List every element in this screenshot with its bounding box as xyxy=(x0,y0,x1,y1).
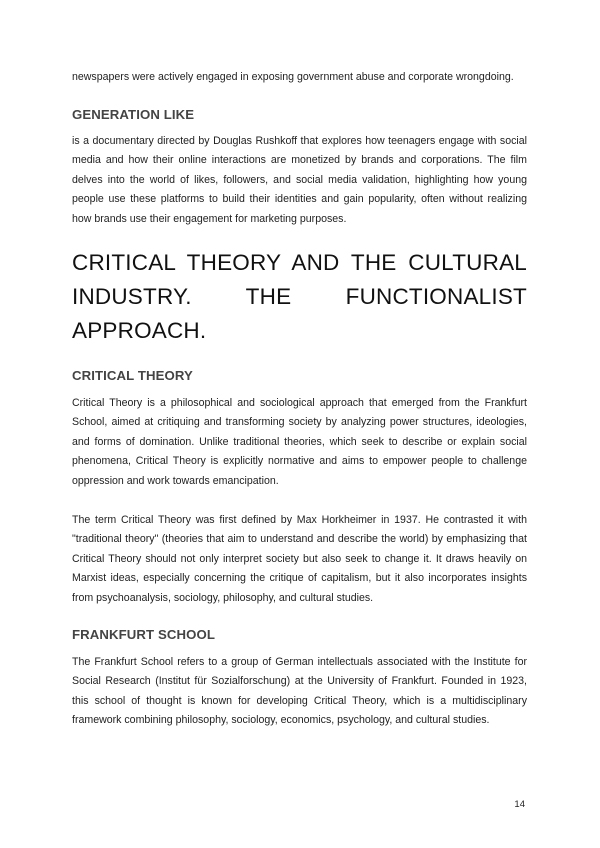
generation-like-paragraph: is a documentary directed by Douglas Rushkoff that explores how teenagers engage with social media and how their online interactions are monetized by brands and corporations. The film delves into the world of likes, followers, and social media validation, highlighting how young people use these platforms to build their identities and gain popularity, often without realizing how brands use their engagement for marketing purposes. xyxy=(72,134,527,225)
section-heading-frankfurt-school: FRANKFURT SCHOOL xyxy=(72,626,215,642)
chapter-title: CRITICAL THEORY AND THE CULTURAL INDUSTRY. THE FUNCTIONALIST APPROACH. xyxy=(72,249,527,343)
section-heading-generation-like: GENERATION LIKE xyxy=(72,106,195,122)
section-heading-critical-theory: CRITICAL THEORY xyxy=(72,367,193,383)
critical-theory-paragraph-1: Critical Theory is a philosophical and sociological approach that emerged from the Frankfurt School, aimed at critiquing and transforming society by analyzing power structures, ideologies, and forms of domination. Unlike traditional theories, which seek to describe or explain social phenomena, Critical Theory is explicitly normative and aims to empower people to challenge oppression and work towards emancipation. xyxy=(72,396,527,487)
document-page xyxy=(72,68,527,731)
page-number: 14 xyxy=(514,799,525,810)
critical-theory-paragraph-2: The term Critical Theory was first defined by Max Horkheimer in 1937. He contrasted it with "traditional theory" (theories that aim to understand and describe the world) by emphasizing that Critical Theory should not only interpret society but also seek to change it. It draws heavily on Marxist ideas, especially concerning the critique of capitalism, but it also incorporates insights from psychoanalysis, sociology, philosophy, and cultural studies. xyxy=(72,513,527,604)
frankfurt-school-paragraph: The Frankfurt School refers to a group of German intellectuals associated with the Institute for Social Research (Institut für Sozialforschung) at the University of Frankfurt. Founded in 1923, this school of thought is known for developing Critical Theory, which is a multidisciplinary framework combining philosophy, sociology, economics, psychology, and cultural studies. xyxy=(72,655,527,727)
intro-paragraph: newspapers were actively engaged in exposing government abuse and corporate wrongdoing. xyxy=(72,71,514,83)
